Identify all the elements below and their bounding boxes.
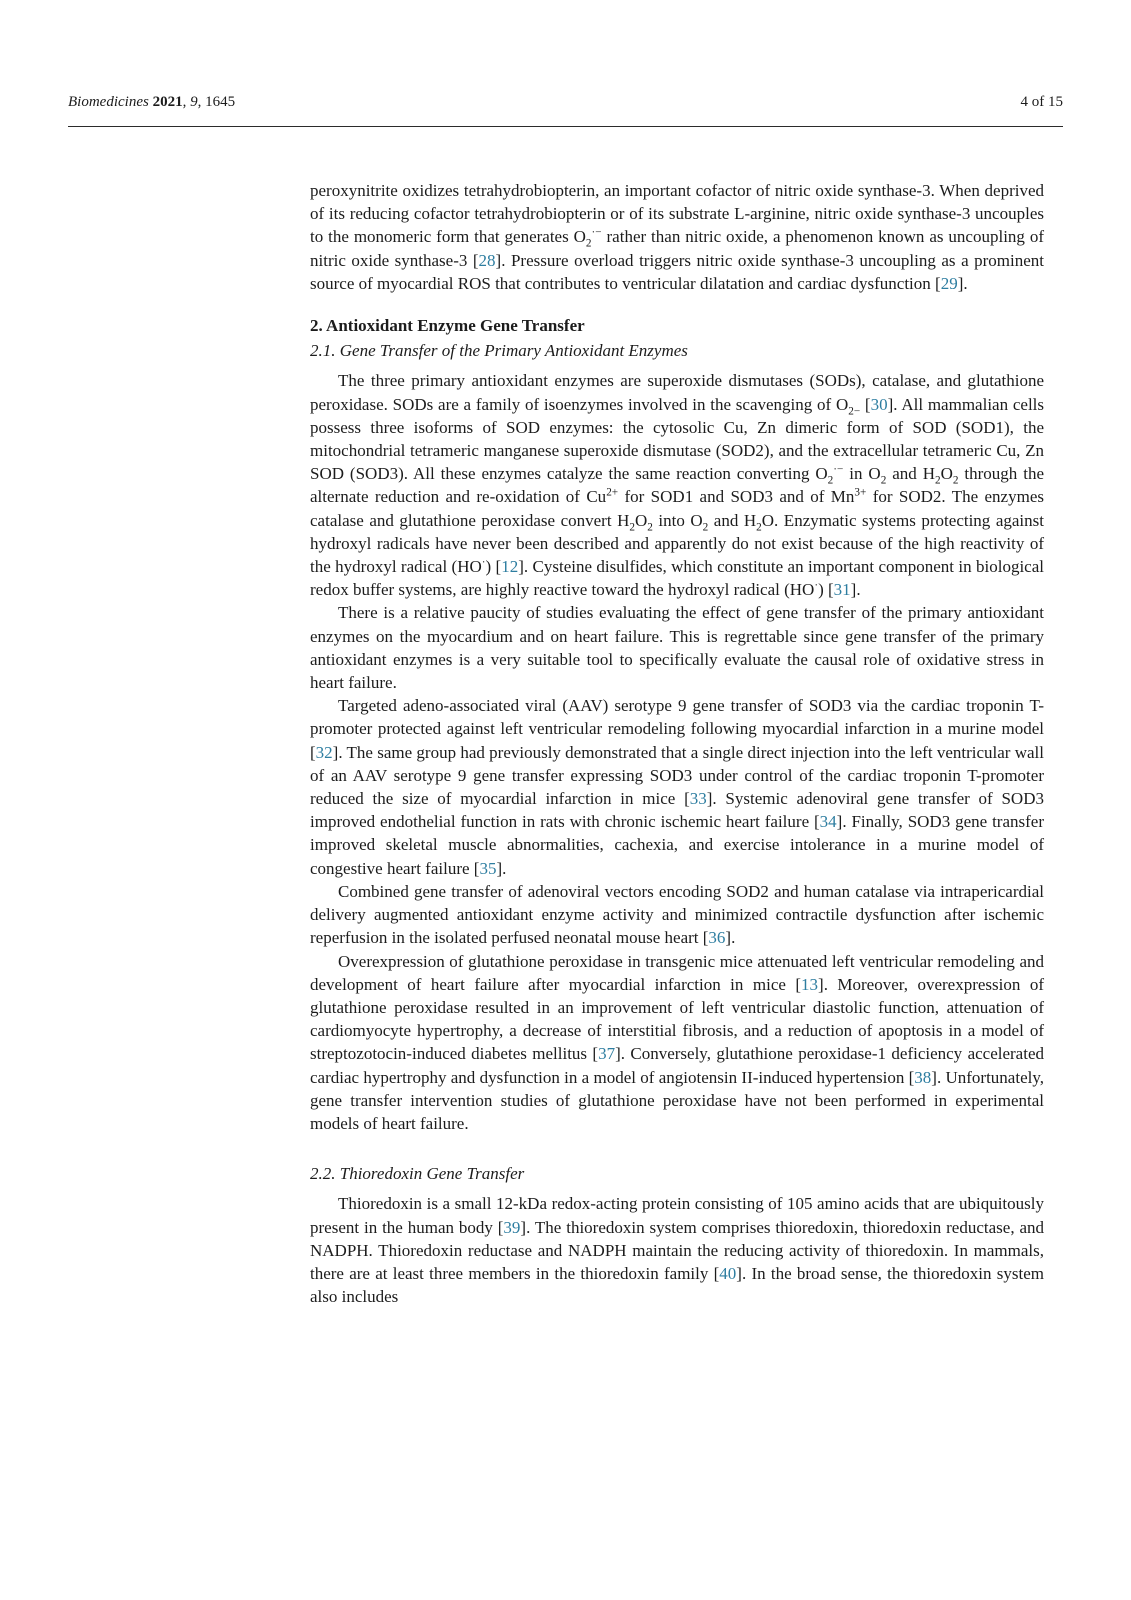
citation-ref[interactable]: 34	[819, 812, 837, 832]
citation-ref[interactable]: 37	[598, 1044, 616, 1064]
subscript-text: 2−	[848, 405, 861, 418]
text-run: through the alternate reduction and re-oxidation of Cu	[310, 464, 1045, 507]
text-run: ]. The same group had previously demonstrated that a single direct injection into the left ventricular wall of an AAV serotype 9 gene transfer expressing SOD3 under control of the cardiac troponin T-promoter reduced the size of myocardial infarction in mice [	[310, 742, 1044, 809]
text-run: O. Enzymatic systems protecting against hydroxyl radicals have never been described and apparently do not exist because of the high reactivity of the hydroxyl radical (HO	[310, 510, 1044, 577]
text-run: ]. In the broad sense, the thioredoxin system also includes	[310, 1263, 1044, 1307]
citation-ref[interactable]: 30	[870, 394, 888, 414]
text-run: in O	[843, 464, 881, 484]
text-run: ]. Systemic adenoviral gene transfer of SOD3 improved endothelial function in rats with chronic ischemic heart failure [	[310, 789, 1044, 832]
citation-ref[interactable]: 32	[315, 742, 333, 762]
citation-ref[interactable]: 38	[914, 1067, 932, 1087]
text-run: ,	[182, 94, 191, 110]
subscript-text: 2	[756, 521, 762, 534]
subsection-heading: 2.2. Thioredoxin Gene Transfer	[310, 1164, 525, 1184]
paragraph	[310, 880, 1044, 950]
superscript-text: 2+	[606, 486, 619, 499]
text-run: The three primary antioxidant enzymes are superoxide dismutases (SODs), catalase, and glutathione peroxidase. SODs are a family of isoenzymes involved in the scavenging of O	[310, 371, 1044, 414]
citation-ref[interactable]: 40	[719, 1263, 737, 1283]
subscript-text: 2	[952, 474, 959, 487]
subsection-heading: 2.1. Gene Transfer of the Primary Antioxidant Enzymes	[310, 341, 688, 361]
paragraph	[310, 694, 1044, 880]
subscript-text: 2	[702, 521, 709, 534]
subscript-text: 2	[880, 474, 887, 487]
text-run: O	[940, 464, 953, 484]
article-body	[310, 179, 1044, 1308]
text-run: There is a relative paucity of studies evaluating the effect of gene transfer of the primary antioxidant enzymes on the myocardium and on heart failure. This is regrettable since gene transfer of the primary antioxidant enzymes is a very suitable tool to specifically evaluate the causal role of oxidative stress in heart failure.	[310, 603, 1044, 693]
citation-ref[interactable]: 33	[689, 789, 707, 809]
italic-text: 9	[190, 94, 198, 110]
text-run: for SOD2. The enzymes catalase and glutathione peroxidase convert H	[310, 487, 1044, 530]
paragraph	[310, 601, 1044, 694]
subscript-text: 2	[629, 521, 635, 534]
citation-ref[interactable]: 28	[478, 250, 496, 270]
subscript-text: 2	[827, 474, 834, 487]
text-run: , 1645	[197, 94, 236, 110]
text-run: [	[860, 394, 871, 414]
paragraph	[310, 179, 1044, 295]
text-run: ]. Moreover, overexpression of glutathione peroxidase resulted in an improvement of left ventricular diastolic function, attenuation of cardiomyocyte hypertrophy, a decrease of interstitial fibrosis, and a reduction of apoptosis in a model of streptozotocin-induced diabetes mellitus [	[310, 974, 1044, 1064]
page-number: 4 of 15	[1020, 94, 1063, 110]
text-run: ) [	[485, 557, 502, 577]
text-run: ]. Cysteine disulfides, which constitute an important component in biological redox buffer systems, are highly reactive toward the hydroxyl radical (HO	[310, 557, 1044, 600]
text-run: Overexpression of glutathione peroxidase in transgenic mice attenuated left ventricular remodeling and development of heart failure after myocardial infarction in mice [	[310, 951, 1044, 994]
subscript-text: 2	[585, 237, 592, 250]
text-run: ]. All mammalian cells possess three isoforms of SOD enzymes: the cytosolic Cu, Zn dimeric form of SOD (SOD1), the mitochondrial tetrameric manganese superoxide dismutase (SOD2), and the extracellular tetrameric Cu, Zn SOD (SOD3). All these enzymes catalyze the same reaction converting O	[310, 394, 1045, 484]
citation-ref[interactable]: 39	[503, 1217, 521, 1237]
text-run: ]. The thioredoxin system comprises thioredoxin, thioredoxin reductase, and NADPH. Thioredoxin reductase and NADPH maintain the reducing activity of thioredoxin. In mammals, there are at least three members in the thioredoxin family [	[310, 1217, 1045, 1283]
citation-ref[interactable]: 31	[833, 580, 851, 600]
text-run: Thioredoxin is a small 12-kDa redox-acting protein consisting of 105 amino acids that are ubiquitously present in the human body [	[310, 1194, 1044, 1237]
subscript-text: 2	[935, 474, 941, 487]
text-run: ].	[725, 928, 736, 948]
paragraph	[310, 369, 1044, 601]
italic-text: Biomedicines	[68, 94, 149, 110]
text-run: ) [	[818, 580, 834, 600]
citation-ref[interactable]: 13	[801, 974, 819, 994]
text-run: ]. Pressure overload triggers nitric oxide synthase-3 uncoupling as a prominent source of myocardial ROS that contributes to ventricular dilatation and cardiac dysfunction [	[310, 250, 1044, 293]
paragraph	[310, 1192, 1044, 1308]
subscript-text: 2	[647, 521, 653, 534]
citation-ref[interactable]: 36	[708, 928, 726, 948]
text-run: Targeted adeno-associated viral (AAV) serotype 9 gene transfer of SOD3 via the cardiac troponin T-promoter protected against left ventricular remodeling following myocardial infarction in a murine model [	[310, 696, 1044, 762]
superscript-text: ·−	[833, 463, 844, 476]
superscript-text: 3+	[854, 486, 867, 499]
text-run: ]. Finally, SOD3 gene transfer improved skeletal muscle abnormalities, cachexia, and exercise intolerance in a murine model of congestive heart failure [	[310, 812, 1044, 878]
text-run: into O	[652, 510, 703, 530]
text-run: peroxynitrite oxidizes tetrahydrobiopterin, an important cofactor of nitric oxide synthase-3. When deprived of its reducing cofactor tetrahydrobiopterin or of its substrate L-arginine, nitric oxide synthase-3 uncouples to the monomeric form that generates O	[310, 181, 1044, 247]
text-run: ].	[496, 858, 507, 878]
superscript-text: ·	[481, 556, 486, 569]
text-run: ]. Unfortunately, gene transfer intervention studies of glutathione peroxidase have not been performed in experimental models of heart failure.	[310, 1067, 1044, 1133]
citation-ref[interactable]: 35	[479, 858, 497, 878]
superscript-text: ·−	[591, 226, 602, 239]
text-run: ].	[850, 580, 861, 600]
paragraph	[310, 950, 1044, 1136]
text-run: Combined gene transfer of adenoviral vectors encoding SOD2 and human catalase via intrapericardial delivery augmented antioxidant enzyme activity and minimized contractile dysfunction after ischemic reperfusion in the isolated perfused neonatal mouse heart [	[310, 881, 1044, 948]
text-run: ].	[957, 273, 968, 293]
citation-ref[interactable]: 12	[501, 557, 519, 577]
bold-text: 2021	[152, 94, 183, 110]
text-run: ]. Conversely, glutathione peroxidase-1 deficiency accelerated cardiac hypertrophy and dysfunction in a model of angiotensin II-induced hypertension [	[310, 1044, 1044, 1087]
text-run: O	[634, 510, 648, 530]
text-run: and H	[886, 464, 935, 484]
text-run: and H	[708, 510, 757, 530]
section-heading: 2. Antioxidant Enzyme Gene Transfer	[310, 316, 585, 336]
page-header	[68, 94, 1063, 127]
text-run: for SOD1 and SOD3 and of Mn	[618, 487, 855, 507]
journal-citation	[68, 94, 235, 111]
superscript-text: ·	[814, 579, 819, 592]
text-run: rather than nitric oxide, a phenomenon known as uncoupling of nitric oxide synthase-3 [	[310, 227, 1044, 270]
citation-ref[interactable]: 29	[940, 273, 958, 293]
